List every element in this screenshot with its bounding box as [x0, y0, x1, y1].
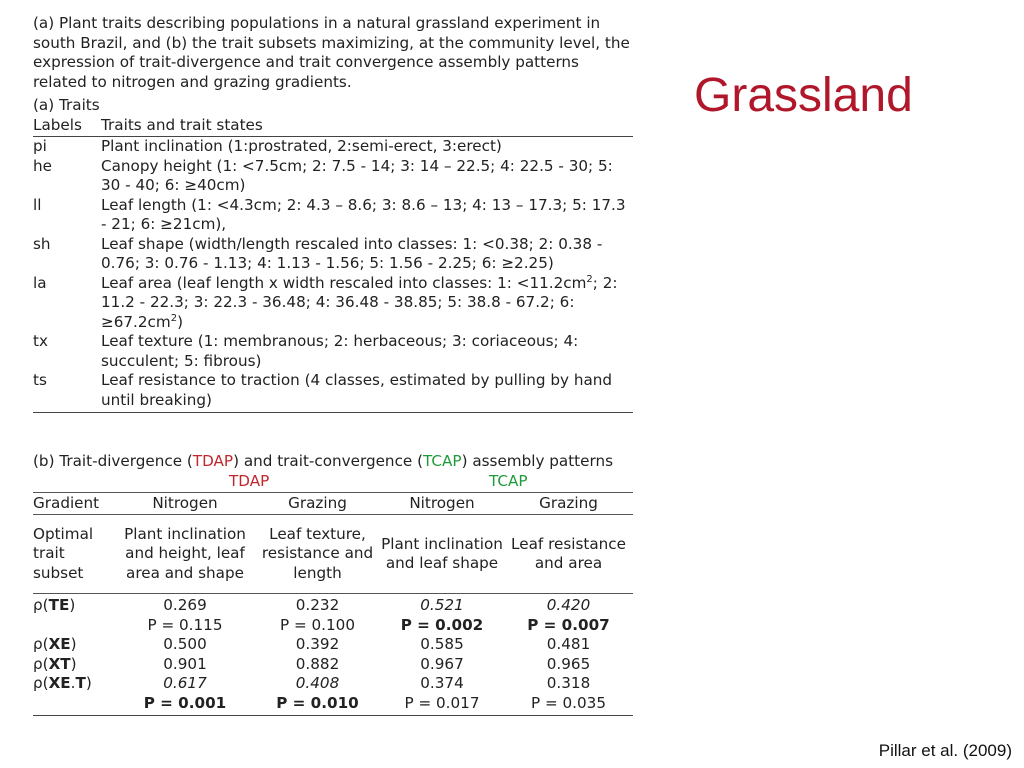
table-row — [33, 196, 633, 235]
table-row — [33, 235, 633, 274]
trait-label: he — [33, 156, 52, 175]
value-cell: 0.269 — [163, 596, 207, 614]
value-cell: 0.420 — [546, 596, 591, 614]
p-value-cell: P = 0.007 — [527, 615, 610, 634]
table-row — [33, 674, 633, 694]
patterns-heading: (b) Trait-divergence (TDAP) and trait-convergence (TCAP) assembly patterns — [33, 452, 613, 470]
gradient-header-row — [33, 492, 633, 515]
trait-label: sh — [33, 234, 51, 253]
tdap-term: TDAP — [192, 452, 234, 470]
subset-cell: Leaf texture, resistance and length — [255, 515, 380, 594]
table-row — [33, 371, 633, 413]
p-value-cell: P = 0.100 — [279, 615, 356, 634]
trait-label: la — [33, 273, 47, 292]
value-cell: 0.882 — [295, 654, 340, 673]
table-row — [33, 137, 633, 157]
row-label: ρ(TE) — [33, 596, 76, 614]
slide-title: Grassland — [694, 69, 913, 122]
column-header: Grazing — [255, 492, 380, 515]
subset-label: Optimal trait subset — [33, 515, 115, 594]
table-row — [33, 157, 633, 196]
value-cell: 0.521 — [420, 596, 464, 614]
value-cell: 0.965 — [546, 654, 591, 673]
gradient-header: Gradient — [33, 492, 115, 515]
trait-label: ts — [33, 371, 47, 389]
value-cell: 0.232 — [295, 596, 340, 614]
p-value-cell: P = 0.115 — [147, 615, 223, 634]
traits-table — [33, 116, 633, 414]
p-value-cell: P = 0.001 — [115, 694, 255, 716]
p-value-cell: P = 0.035 — [504, 694, 633, 716]
trait-description: Plant inclination (1:prostrated, 2:semi-erect, 3:erect) — [101, 137, 502, 155]
patterns-table — [33, 492, 633, 717]
traits-column-header: Traits and trait states — [101, 115, 263, 134]
value-cell: 0.481 — [546, 635, 591, 653]
value-cell: 0.318 — [546, 674, 591, 692]
labels-column-header: Labels — [33, 115, 82, 134]
tdap-group-label: TDAP — [229, 471, 270, 490]
figure-caption: (a) Plant traits describing populations in a natural grassland experiment in south Brazil, and (b) the trait subsets maximizing, at the community level, the expression of trait-divergence and trait convergence assembly patterns related to nitrogen and grazing gradients. — [33, 14, 630, 91]
value-cell: 0.392 — [295, 635, 340, 653]
p-value-cell: P = 0.017 — [380, 694, 504, 716]
trait-description: Leaf resistance to traction (4 classes, estimated by pulling by hand until breaking) — [101, 371, 613, 409]
figure-part-b — [33, 452, 633, 716]
citation: Pillar et al. (2009) — [878, 741, 1012, 760]
value-cell: 0.585 — [420, 635, 464, 653]
traits-heading: (a) Traits — [33, 96, 100, 114]
value-cell: 0.617 — [163, 674, 207, 692]
row-label: ρ(XT) — [33, 654, 77, 673]
row-label: ρ(XE) — [33, 635, 77, 653]
row-label: ρ(XE.T) — [33, 674, 92, 692]
trait-label: tx — [33, 332, 48, 350]
p-value-cell: P = 0.010 — [255, 694, 380, 716]
table-row — [33, 655, 633, 675]
subset-cell: Plant inclination and leaf shape — [380, 515, 504, 594]
trait-label: ll — [33, 195, 42, 214]
value-cell: 0.500 — [163, 635, 207, 653]
traits-header-row — [33, 116, 633, 137]
trait-description: Leaf length (1: <4.3cm; 2: 4.3 – 8.6; 3: 8.6 – 13; 4: 13 – 17.3; 5: 17.3 - 21; 6: ≥21cm), — [101, 195, 626, 233]
trait-description: Leaf shape (width/length rescaled into classes: 1: <0.38; 2: 0.38 - 0.76; 3: 0.76 - 1.13; 4: 1.13 - 1.56; 5: 1.56 - 2.25; 6: ≥2.25) — [101, 234, 603, 272]
table-row — [33, 635, 633, 655]
tcap-group-label: TCAP — [489, 471, 528, 490]
table-row — [33, 616, 633, 636]
trait-description: Leaf texture (1: membranous; 2: herbaceous; 3: coriaceous; 4: succulent; 5: fibrous) — [101, 332, 579, 370]
subset-cell: Leaf resistance and area — [504, 515, 633, 594]
subset-cell: Plant inclination and height, leaf area and shape — [115, 515, 255, 594]
tcap-term: TCAP — [423, 452, 462, 470]
trait-label: pi — [33, 137, 47, 155]
table-row — [33, 694, 633, 716]
trait-description: Leaf area (leaf length x width rescaled into classes: 1: $<11.2cm^2$; 2: 11.2 - 22.3; 3: 22.3 - 36.48; 4: 36.48 - 38.85; 5: 38.8 - 67.2; 6: $\ge 67.2cm^2$) — [101, 273, 618, 331]
value-cell: 0.967 — [420, 654, 464, 673]
value-cell: 0.374 — [420, 674, 464, 692]
value-cell: 0.408 — [295, 674, 340, 692]
table-row — [33, 332, 633, 371]
column-header: Nitrogen — [380, 492, 504, 515]
column-header: Grazing — [504, 492, 633, 515]
trait-description: Canopy height (1: <7.5cm; 2: 7.5 - 14; 3: 14 – 22.5; 4: 22.5 - 30; 5: 30 - 40; 6: ≥40cm) — [101, 156, 613, 194]
table-row — [33, 594, 633, 616]
table-row — [33, 274, 633, 333]
pattern-group-labels — [33, 472, 633, 492]
column-header: Nitrogen — [115, 492, 255, 515]
figure-part-a — [33, 14, 633, 413]
value-cell: 0.901 — [163, 654, 207, 673]
p-value-cell: P = 0.002 — [400, 615, 484, 634]
subset-row — [33, 515, 633, 594]
